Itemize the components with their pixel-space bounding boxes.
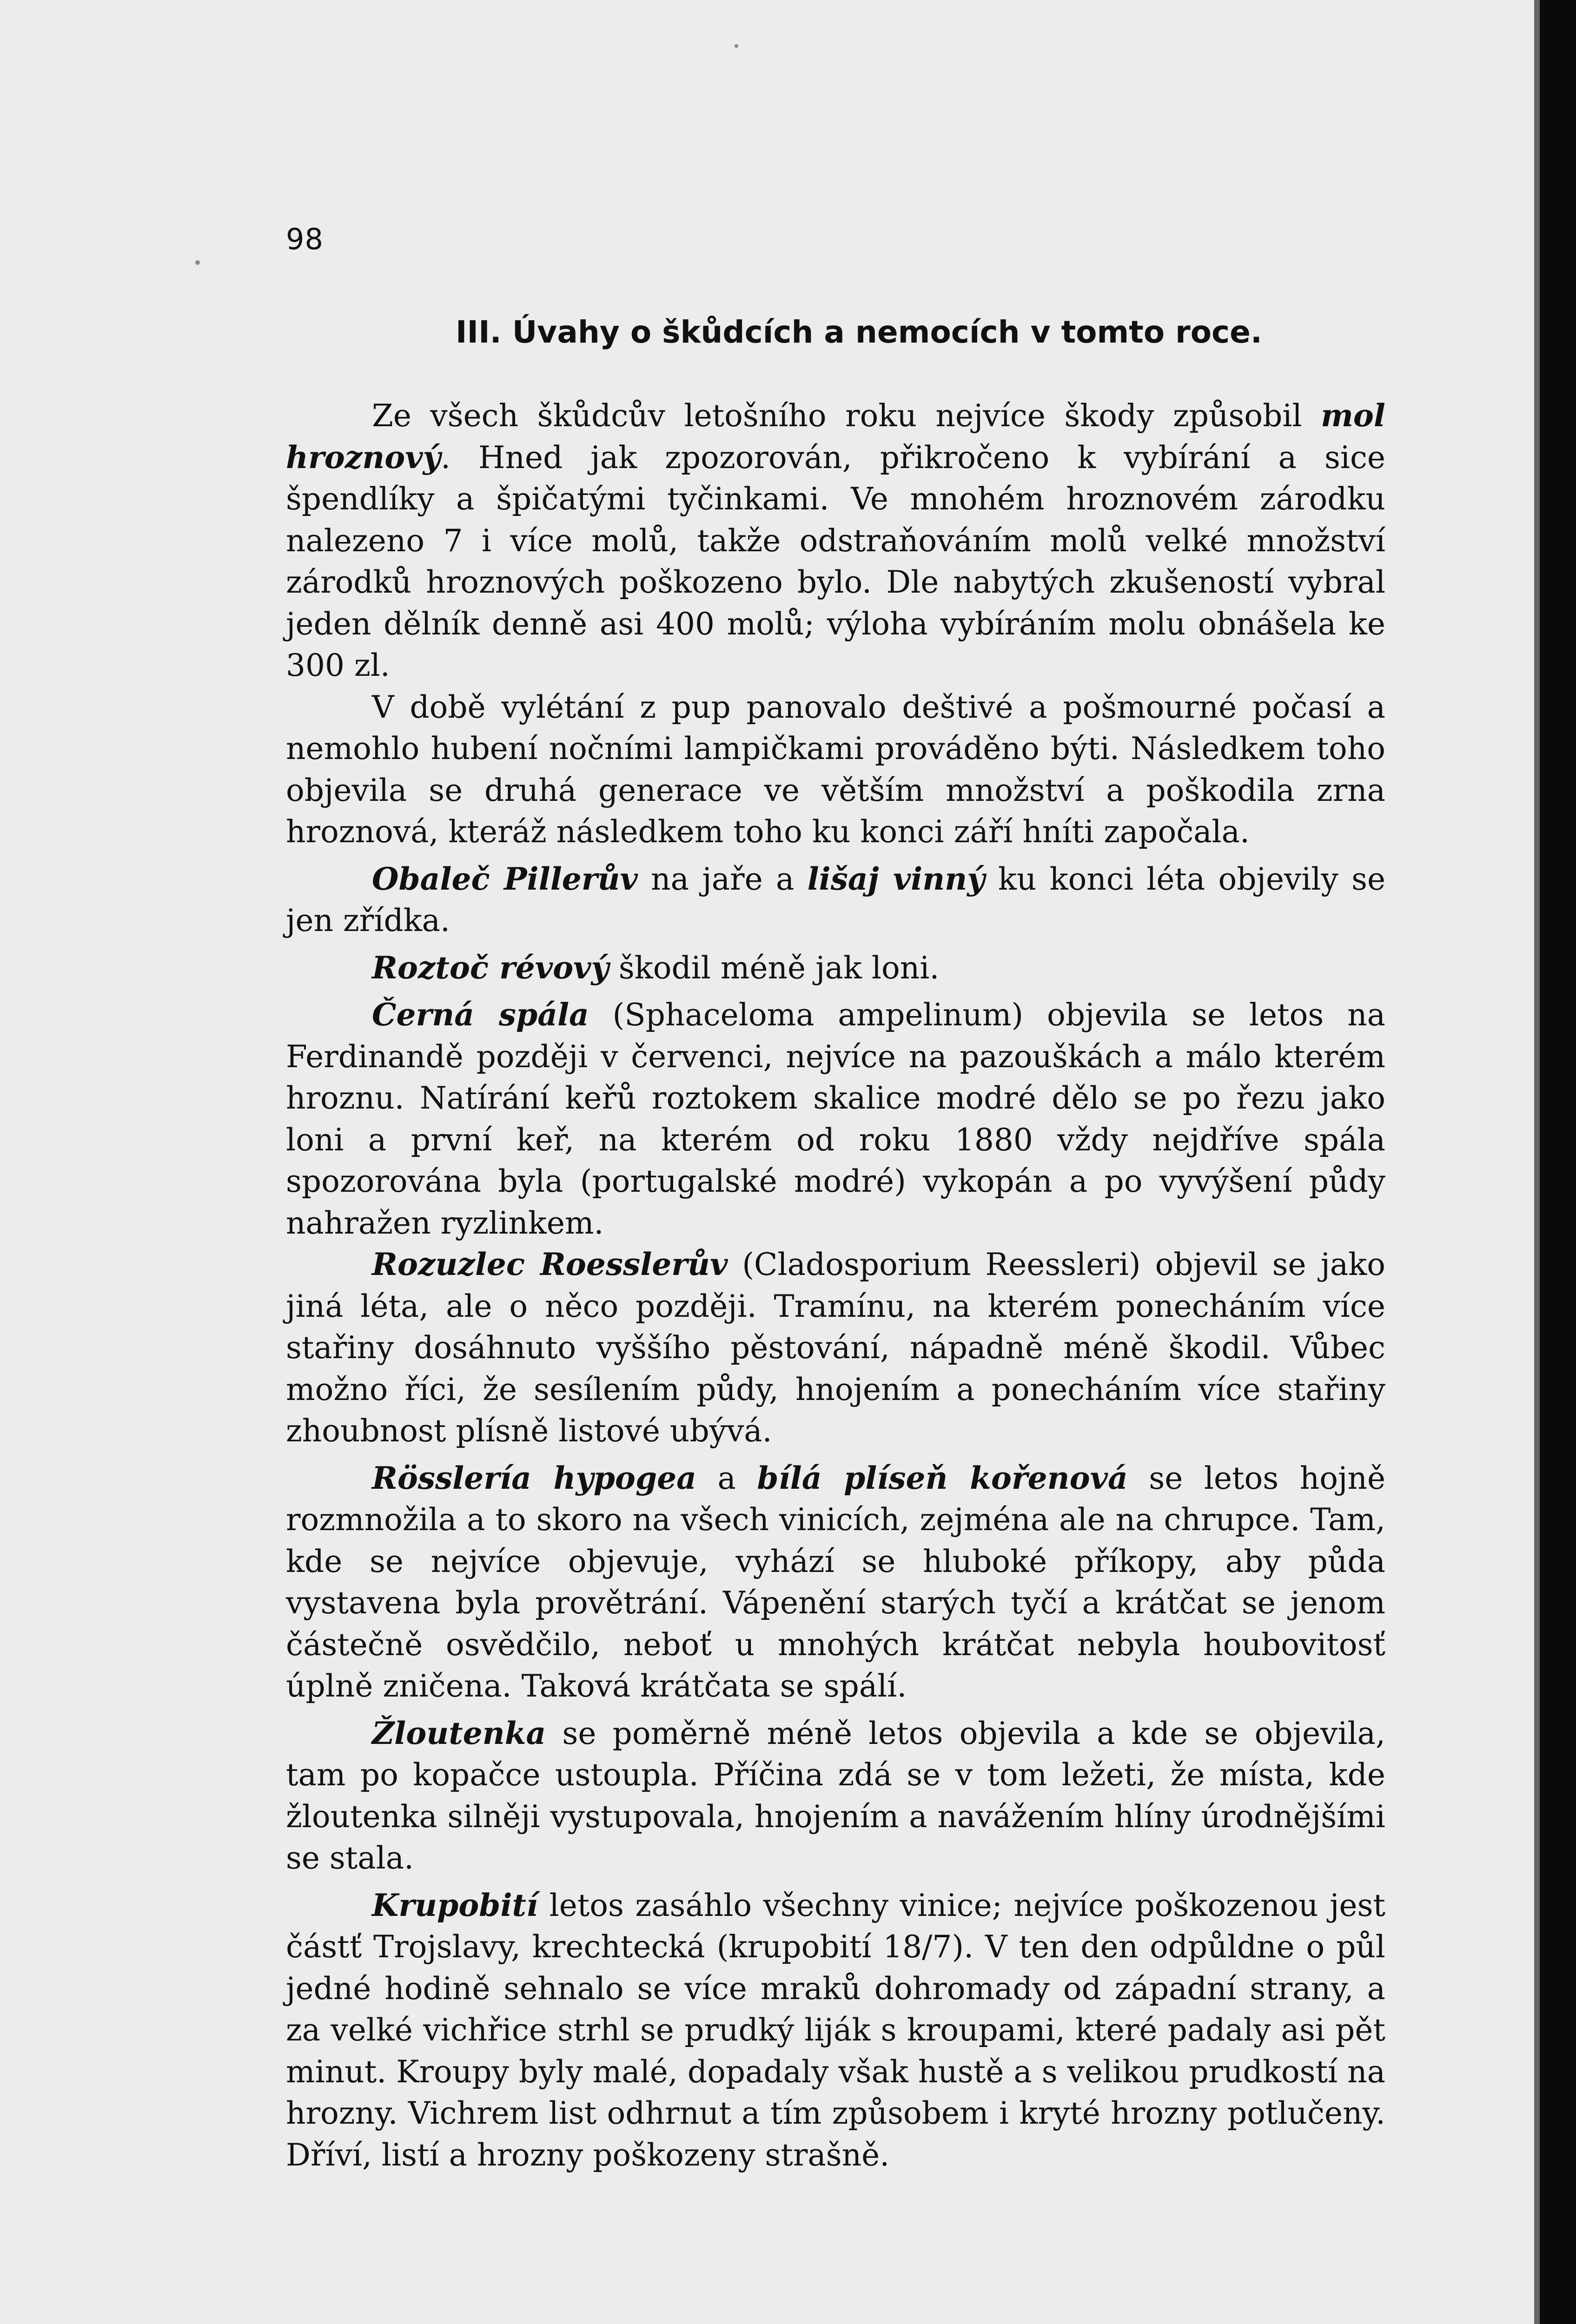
paragraph: [286, 994, 1385, 1244]
paragraph-text: V době vylétání z pup panovalo deštivé a pošmourné počasí a nemohlo hubení nočními lampičkami prováděno býti. Následkem toho objevila se druhá generace ve větším množství a poškodila zrna hroznová, kteráž následkem toho ku konci září hníti započala.: [286, 689, 1385, 850]
paragraph-term: Roztoč révový: [372, 949, 609, 986]
paragraph-text: na jaře a: [637, 861, 808, 897]
paragraph-text: a: [696, 1460, 757, 1496]
paragraph-text: škodil méně jak loni.: [609, 950, 940, 986]
scan-edge: [1534, 0, 1576, 2324]
paragraph: [286, 1713, 1385, 1879]
paragraph: [286, 395, 1385, 687]
paragraph-term: Žloutenka: [372, 1715, 546, 1751]
paragraph-text: . Hned jak zpozorován, přikročeno k vybírání a sice špendlíky a špičatými tyčinkami. Ve mnohém hroznovém zárodku nalezeno 7 i více molů, takže odstraňováním molů velké množství zárodků hroznových poškozeno bylo. Dle nabytých zkušeností vybral jeden dělník denně asi 400 molů; výloha vybíráním molu obnášela ke 300 zl.: [286, 439, 1385, 683]
paragraph-term: lišaj vinný: [807, 860, 985, 897]
paragraph-text: Ze všech škůdcův letošního roku nejvíce škody způsobil: [372, 398, 1321, 434]
scan-speck: [735, 44, 738, 48]
paragraph: [286, 1458, 1385, 1707]
paragraph-text: letos zasáhlo všechny vinice; nejvíce poškozenou jest částť Trojslavy, krechtecká (krupobití 18/7). V ten den odpůldne o půl jedné hodině sehnalo se více mraků dohromady od západní strany, a za velké vichřice strhl se prudký liják s kroupami, které padaly asi pět minut. Kroupy byly malé, dopadaly však hustě a s velikou prudkostí na hrozny. Vichrem list odhrnut a tím způsobem i kryté hrozny potlučeny. Dříví, listí a hrozny poškozeny strašně.: [286, 1887, 1385, 2173]
paragraph-text: ku konci léta objevily se jen zřídka.: [286, 861, 1386, 938]
paragraph-text: (Sphaceloma ampelinum) objevila se letos na Ferdinandě později v červenci, nejvíce na pazouškách a málo kterém hroznu. Natírání keřů roztokem skalice modré dělo se po řezu jako loni a první keř, na kterém od roku 1880 vždy nejdříve spála spozorována byla (portugalské modré) vykopán a po vyvýšení půdy nahražen ryzlinkem.: [286, 997, 1385, 1241]
paragraph: [286, 947, 1385, 989]
page-number: 98: [286, 222, 324, 256]
page-content: [286, 307, 1385, 2176]
paragraph: [286, 1244, 1385, 1452]
paragraph-text: se poměrně méně letos objevila a kde se objevila, tam po kopačce ustoupla. Příčina zdá se v tom ležeti, že místa, kde žloutenka silněji vystupovala, hnojením a navážením hlíny úrodnějšími se stala.: [286, 1715, 1385, 1876]
paragraph-term: Krupobití: [372, 1887, 538, 1923]
scan-edge-shadow: [1534, 0, 1540, 2324]
paragraph: [286, 858, 1385, 942]
paragraph-term: Černá spála: [372, 997, 589, 1033]
scan-speck: [195, 260, 200, 265]
paragraph: [286, 1885, 1385, 2176]
paragraph-text: (Cladosporium Reessleri) objevil se jako jiná léta, ale o něco později. Tramínu, na kterém ponecháním více stařiny dosáhnuto vyššího pěstování, nápadně méně škodil. Vůbec možno říci, že sesílením půdy, hnojením a ponecháním více stařiny zhoubnost plísně listové ubývá.: [286, 1247, 1385, 1449]
paragraph-term: Rösslería hypogea: [372, 1459, 696, 1496]
paragraph-term: bílá plíseň kořenová: [757, 1459, 1128, 1496]
paragraph-text: se letos hojně rozmnožila a to skoro na všech vinicích, zejména ale na chrupce. Tam, kde se nejvíce objevuje, vyhází se hluboké příkopy, aby půda vystavena byla provětrání. Vápenění starých tyčí a krátčat se jenom částečně osvědčilo, neboť u mnohých krátčat nebyla houbovitosť úplně zničena. Taková krátčata se spálí.: [286, 1460, 1386, 1704]
paragraph: [286, 687, 1385, 853]
section-heading: III. Úvahy o škůdcích a nemocích v tomto roce.: [455, 314, 1262, 350]
paragraph-term: Rozuzlec Roesslerův: [372, 1246, 728, 1282]
paragraph-term: mol hroznový: [286, 397, 1385, 475]
paragraph-term: Obaleč Pillerův: [372, 860, 638, 897]
